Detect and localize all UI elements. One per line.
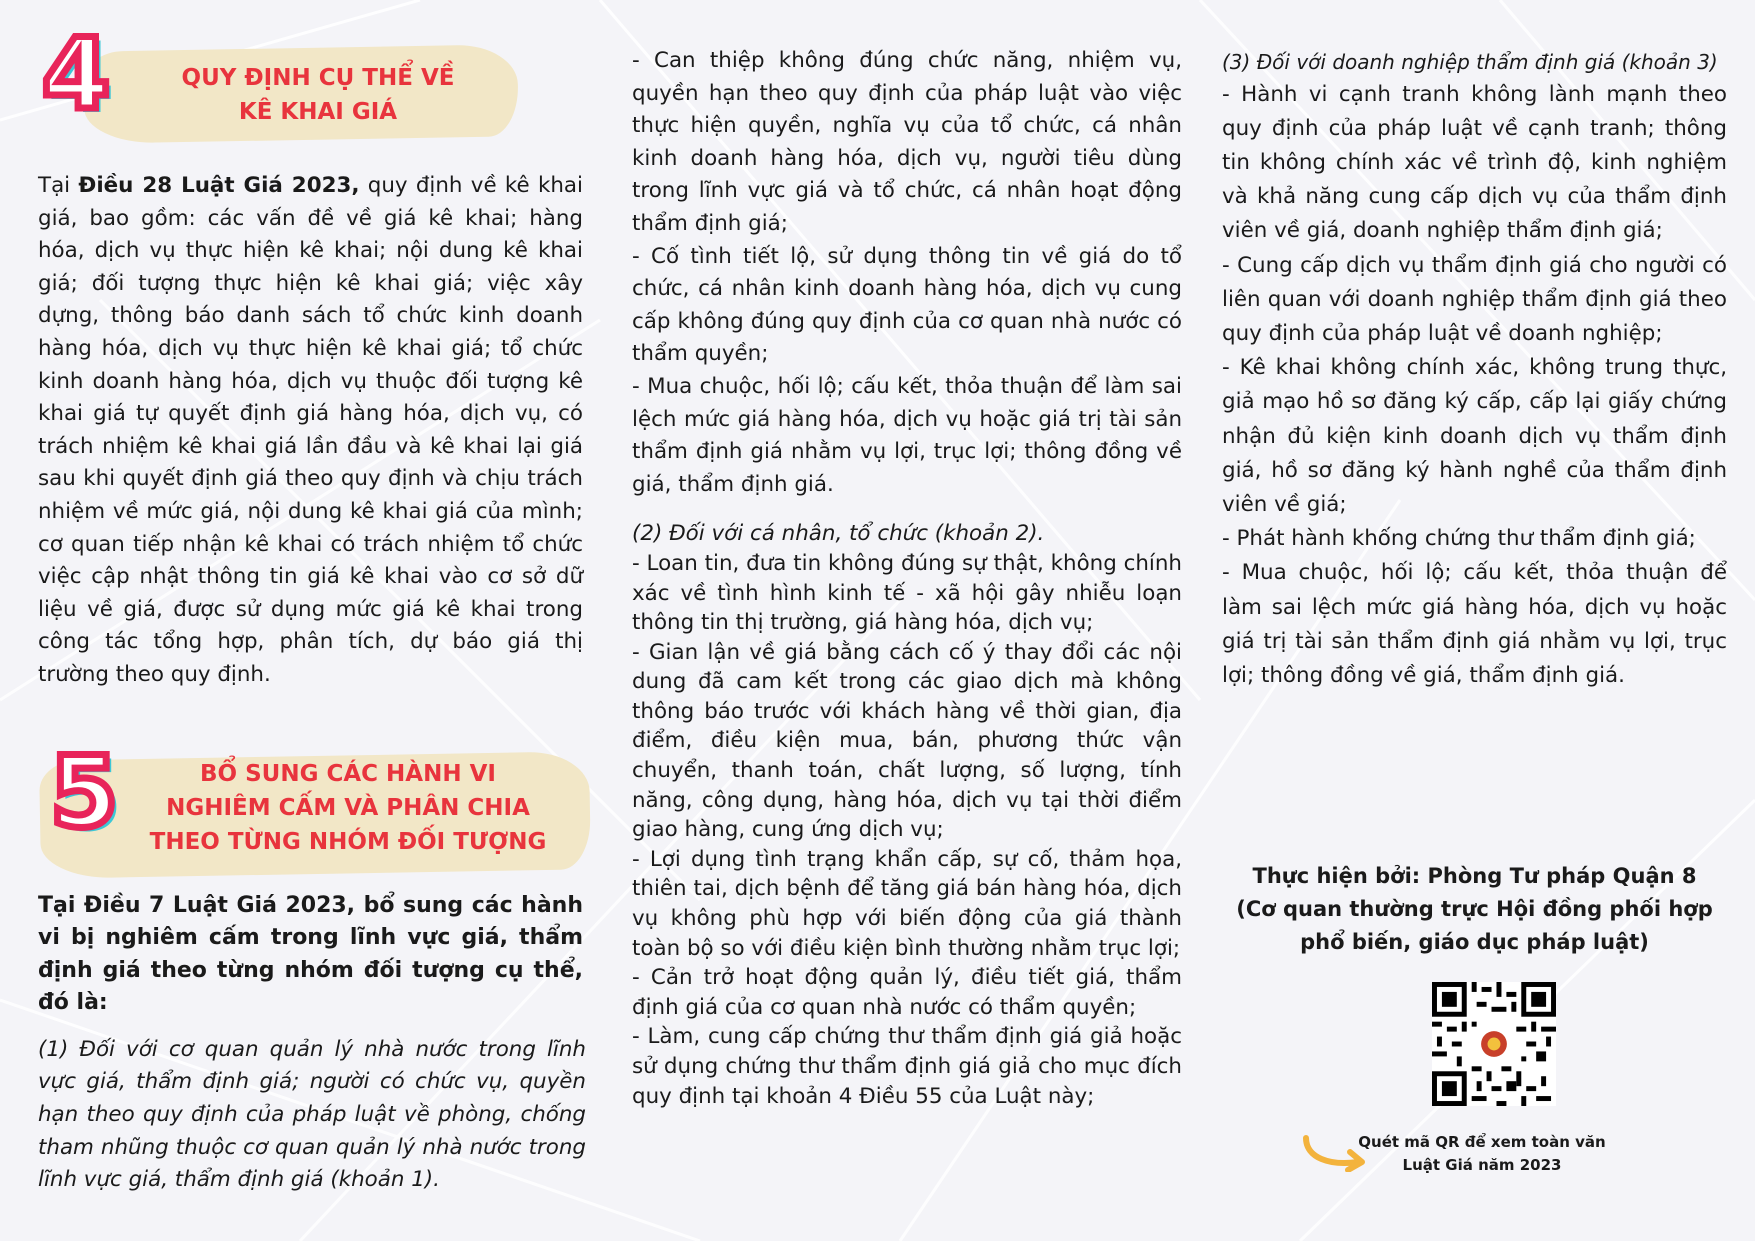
section-number: 4 [42, 18, 111, 132]
list-item: - Cố tình tiết lộ, sử dụng thông tin về giá do tổ chức, cá nhân kinh doanh hàng hóa, dịch vụ cung cấp không đúng quy định của cơ quan nhà nước có thẩm quyền; [632, 243, 1182, 367]
credit-line: Thực hiện bởi: Phòng Tư pháp Quận 8 [1252, 864, 1697, 888]
list-item: - Gian lận về giá bằng cách cố ý thay đổi các nội dung đã cam kết trong các giao dịch mà không thông báo trước với khách hàng về thời gian, địa điểm, điều kiện mua, bán, phương thức vận chuyển, thanh toán, chất lượng, số lượng, tính năng, công dụng, hàng hóa, dịch vụ tại thời điểm giao hàng, cung ứng dịch vụ; [632, 639, 1182, 843]
section-4-body: Tại Điều 28 Luật Giá 2023, quy định về kê khai giá, bao gồm: các vấn đề về giá kê khai; hàng hóa, dịch vụ thực hiện kê khai; nội dung kê khai giá; đối tượng thực hiện kê khai giá; việc xây dựng, thông báo danh sách tổ chức kinh doanh hàng hóa, dịch vụ thực hiện kê khai giá; tổ chức kinh doanh hàng hóa, dịch vụ thuộc đối tượng kê khai giá tự quyết định giá hàng hóa, dịch vụ, có trách nhiệm kê khai giá lần đầu và kê khai lại giá sau khi quyết định giá theo quy định và chịu trách nhiệm về mức giá, nội dung kê khai giá của mình; cơ quan tiếp nhận kê khai có trách nhiệm tổ chức việc cập nhật thông tin giá kê khai vào cơ sở dữ liệu về giá, được sử dụng mức giá kê khai trong công tác tổng hợp, phân tích, dự báo giá thị trường theo quy định. [38, 173, 583, 687]
list-item: - Làm, cung cấp chứng thư thẩm định giá giả hoặc sử dụng chứng thư thẩm định giá giả cho mục đích quy định tại khoản 4 Điều 55 của Luật này; [632, 1024, 1182, 1109]
section-5-intro: Tại Điều 7 Luật Giá 2023, bổ sung các hành vi bị nghiêm cấm trong lĩnh vực giá, thẩm định giá theo từng nhóm đối tượng cụ thể, đó là: [38, 892, 583, 1016]
list-item: - Kê khai không chính xác, không trung thực, giả mạo hồ sơ đăng ký cấp, cấp lại giấy chứng nhận đủ kiện kinh doanh dịch vụ thẩm định giá, hồ sơ đăng ký hành nghề của thẩm định viên về giá; [1222, 355, 1727, 518]
group-2-heading: (2) Đối với cá nhân, tổ chức (khoản 2). [632, 521, 1045, 547]
section-number: 5 [50, 735, 119, 850]
list-item: - Loan tin, đưa tin không đúng sự thật, không chính xác về tình hình kinh tế - xã hội gây nhiễu loạn thông tin thị trường, giá hàng hóa, dịch vụ; [632, 550, 1182, 636]
group-3-list [1222, 78, 1727, 694]
section-title: QUY ĐỊNH CỤ THỂ VỀ KÊ KHAI GIÁ [181, 65, 455, 125]
group-1-list [632, 45, 1182, 501]
list-item: - Cung cấp dịch vụ thẩm định giá cho người có liên quan với doanh nghiệp thẩm định giá theo quy định của pháp luật về doanh nghiệp; [1222, 252, 1727, 347]
list-item: - Mua chuộc, hối lộ; cấu kết, thỏa thuận để làm sai lệch mức giá hàng hóa, dịch vụ hoặc giá trị tài sản thẩm định giá nhằm vụ lợi, trục lợi; thông đồng về giá, thẩm định giá. [1222, 560, 1727, 689]
column-2 [632, 45, 1182, 1111]
section-4-header [38, 0, 583, 130]
section-5-header [38, 736, 583, 876]
list-item: - Mua chuộc, hối lộ; cấu kết, thỏa thuận để làm sai lệch mức giá hàng hóa, dịch vụ hoặc giá trị tài sản thẩm định giá nhằm vụ lợi, trục lợi; thông đồng về giá, thẩm định giá. [632, 373, 1182, 497]
qr-code-icon[interactable] [1432, 982, 1556, 1106]
list-item: - Can thiệp không đúng chức năng, nhiệm vụ, quyền hạn theo quy định của pháp luật vào việc thực hiện quyền, nghĩa vụ của tổ chức, cá nhân kinh doanh hàng hóa, dịch vụ, người tiêu dùng trong lĩnh vực giá và tổ chức, cá nhân hoạt động thẩm định giá; [632, 48, 1182, 236]
credit-line: phổ biến, giáo dục pháp luật) [1300, 930, 1649, 954]
group-2-list [632, 549, 1182, 1111]
credit-line: (Cơ quan thường trực Hội đồng phối hợp [1236, 897, 1713, 921]
section-title: BỔ SUNG CÁC HÀNH VI NGHIÊM CẤM VÀ PHÂN CHIA THEO TỪNG NHÓM ĐỐI TƯỢNG [149, 760, 547, 855]
column-1 [38, 0, 586, 1197]
group-1-heading: (1) Đối với cơ quan quản lý nhà nước trong lĩnh vực giá, thẩm định giá; người có chức vụ, quyền hạn theo quy định của pháp luật về phòng, chống tham nhũng thuộc cơ quan quản lý nhà nước trong lĩnh vực giá, thẩm định giá (khoản 1). [38, 1036, 586, 1193]
list-item: - Lợi dụng tình trạng khẩn cấp, sự cố, thảm họa, thiên tai, dịch bệnh để tăng giá bán hàng hóa, dịch vụ không phù hợp với biến động của giá thành toàn bộ so với điều kiện bình thường nhằm trục lợi; [632, 846, 1182, 961]
list-item: - Phát hành khống chứng thư thẩm định giá; [1222, 526, 1696, 552]
credit-block [1222, 860, 1727, 959]
column-3 [1222, 48, 1727, 693]
list-item: - Cản trở hoạt động quản lý, điều tiết giá, thẩm định giá của cơ quan nhà nước có thẩm quyền; [632, 965, 1182, 1020]
list-item: - Hành vi cạnh tranh không lành mạnh theo quy định của pháp luật về cạnh tranh; thông tin không chính xác về trình độ, kinh nghiệm và khả năng cung cấp dịch vụ của thẩm định viên về giá, doanh nghiệp thẩm định giá; [1222, 81, 1727, 244]
group-3-heading: (3) Đối với doanh nghiệp thẩm định giá (khoản 3) [1222, 50, 1718, 74]
qr-hint: Quét mã QR để xem toàn văn Luật Giá năm 2023 [1358, 1133, 1606, 1174]
